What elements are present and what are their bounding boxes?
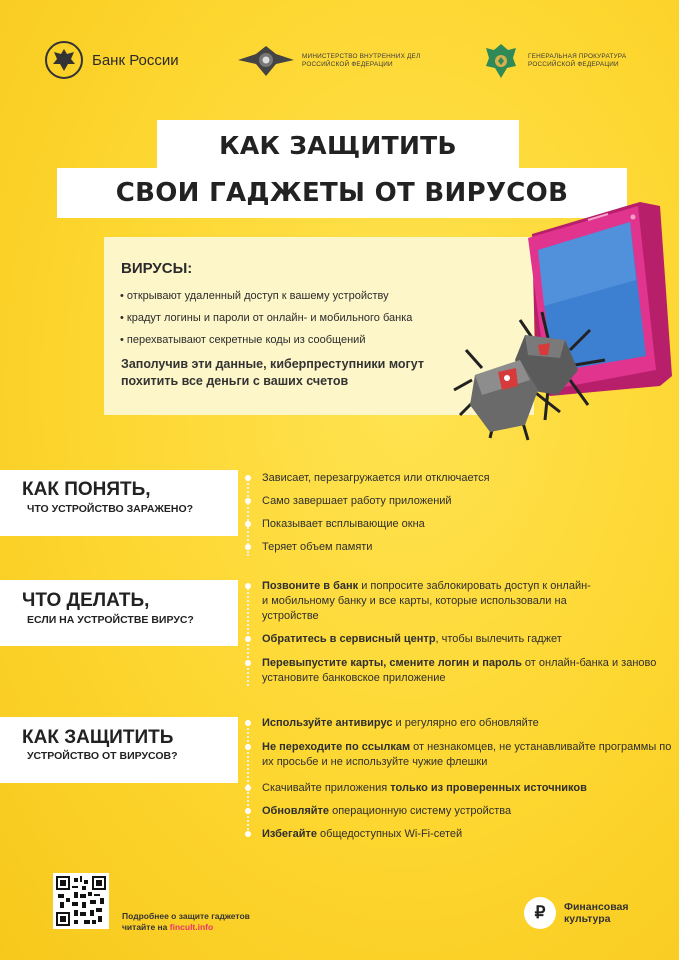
- qr-code[interactable]: [53, 873, 109, 929]
- bullet-dot: [245, 544, 251, 550]
- protection-item: Избегайте общедоступных Wi-Fi-сетей: [262, 828, 463, 840]
- qr-code-pattern: [56, 876, 106, 926]
- mvd-logo: [236, 40, 452, 82]
- symptom-item: Зависает, перезагружается или отключается: [262, 472, 490, 484]
- action-item: Перевыпустите карты, смените логин и пароль от онлайн-банка и заново установите банковское приложение: [262, 657, 657, 684]
- bullet-dot: [245, 475, 251, 481]
- bank-eagle-icon: [44, 40, 84, 80]
- virus-effects-list: [120, 285, 412, 351]
- page-title-line-2: СВОИ ГАДЖЕТЫ ОТ ВИРУСОВ: [57, 168, 627, 218]
- footer-text-line1: Подробнее о защите гаджетов: [122, 911, 250, 921]
- section-title-infected: КАК ПОНЯТЬ,: [22, 479, 151, 500]
- bullet-dot: [245, 660, 251, 666]
- bullet-dot: [245, 785, 251, 791]
- action-item: Позвоните в банк и попросите заблокировать доступ к онлайн- и мобильному банку и все карты, которые использовали на устройстве: [262, 580, 591, 622]
- virus-effect-item: • открывают удаленный доступ к вашему устройству: [120, 285, 412, 307]
- virus-heading: ВИРУСЫ:: [121, 260, 193, 277]
- ruble-symbol: ₽: [534, 903, 546, 922]
- finculture-logo-icon: [524, 897, 556, 929]
- action-item: Обратитесь в сервисный центр, чтобы вылечить гаджет: [262, 633, 562, 645]
- symptom-item: Само завершает работу приложений: [262, 495, 452, 507]
- bullet-dot: [245, 636, 251, 642]
- bullet-dot: [245, 808, 251, 814]
- virus-warning-note: Заполучив эти данные, киберпреступники могут похитить все деньги с ваших счетов: [121, 357, 424, 388]
- prosecutor-logo: [480, 40, 658, 82]
- protection-item: Используйте антивирус и регулярно его обновляйте: [262, 717, 539, 729]
- bullet-dot: [245, 720, 251, 726]
- mvd-name: МИНИСТЕРСТВО ВНУТРЕННИХ ДЕЛ РОССИЙСКОЙ ФЕДЕРАЦИИ: [302, 53, 421, 68]
- fincult-link[interactable]: fincult.info: [169, 922, 214, 932]
- bullet-dot: [245, 831, 251, 837]
- symptom-item: Показывает всплывающие окна: [262, 518, 425, 530]
- section-subtitle-what-to-do: ЕСЛИ НА УСТРОЙСТВЕ ВИРУС?: [27, 614, 194, 626]
- phone-virus-illustration: [420, 200, 679, 465]
- symptom-item: Теряет объем памяти: [262, 541, 373, 553]
- virus-effect-item: • перехватывают секретные коды из сообщений: [120, 329, 412, 351]
- page-title-line-1: КАК ЗАЩИТИТЬ: [157, 120, 519, 172]
- footer-text-line2: читайте на fincult.info: [122, 922, 214, 932]
- bullet-dot: [245, 498, 251, 504]
- finculture-brand: [564, 901, 628, 925]
- protection-item: Не переходите по ссылкам от незнакомцев, не устанавливайте программы по их просьбе и не используйте чужие флешки: [262, 741, 672, 768]
- protection-item: Скачивайте приложения только из проверенных источников: [262, 782, 587, 794]
- bullet-dot: [245, 521, 251, 527]
- bullet-dot: [245, 583, 251, 589]
- section-subtitle-protect: УСТРОЙСТВО ОТ ВИРУСОВ?: [27, 750, 178, 762]
- bank-of-russia-logo: [44, 40, 179, 80]
- mvd-emblem-icon: [236, 40, 296, 82]
- section-title-protect: КАК ЗАЩИТИТЬ: [22, 727, 174, 748]
- finculture-line1: Финансовая: [564, 901, 629, 913]
- bank-name: Банк России: [92, 51, 179, 69]
- section-divider: [247, 584, 249, 686]
- section-subtitle-infected: ЧТО УСТРОЙСТВО ЗАРАЖЕНО?: [27, 503, 194, 515]
- prosecutor-name: ГЕНЕРАЛЬНАЯ ПРОКУРАТУРА РОССИЙСКОЙ ФЕДЕРАЦИИ: [528, 53, 627, 68]
- section-divider: [247, 720, 249, 834]
- protection-item: Обновляйте операционную систему устройства: [262, 805, 512, 817]
- virus-effect-item: • крадут логины и пароли от онлайн- и мобильного банка: [120, 307, 412, 329]
- footer-more-info: [122, 911, 250, 933]
- bullet-dot: [245, 744, 251, 750]
- finculture-line2: культура: [564, 913, 611, 925]
- section-title-what-to-do: ЧТО ДЕЛАТЬ,: [22, 590, 150, 611]
- prosecutor-emblem-icon: [480, 40, 522, 82]
